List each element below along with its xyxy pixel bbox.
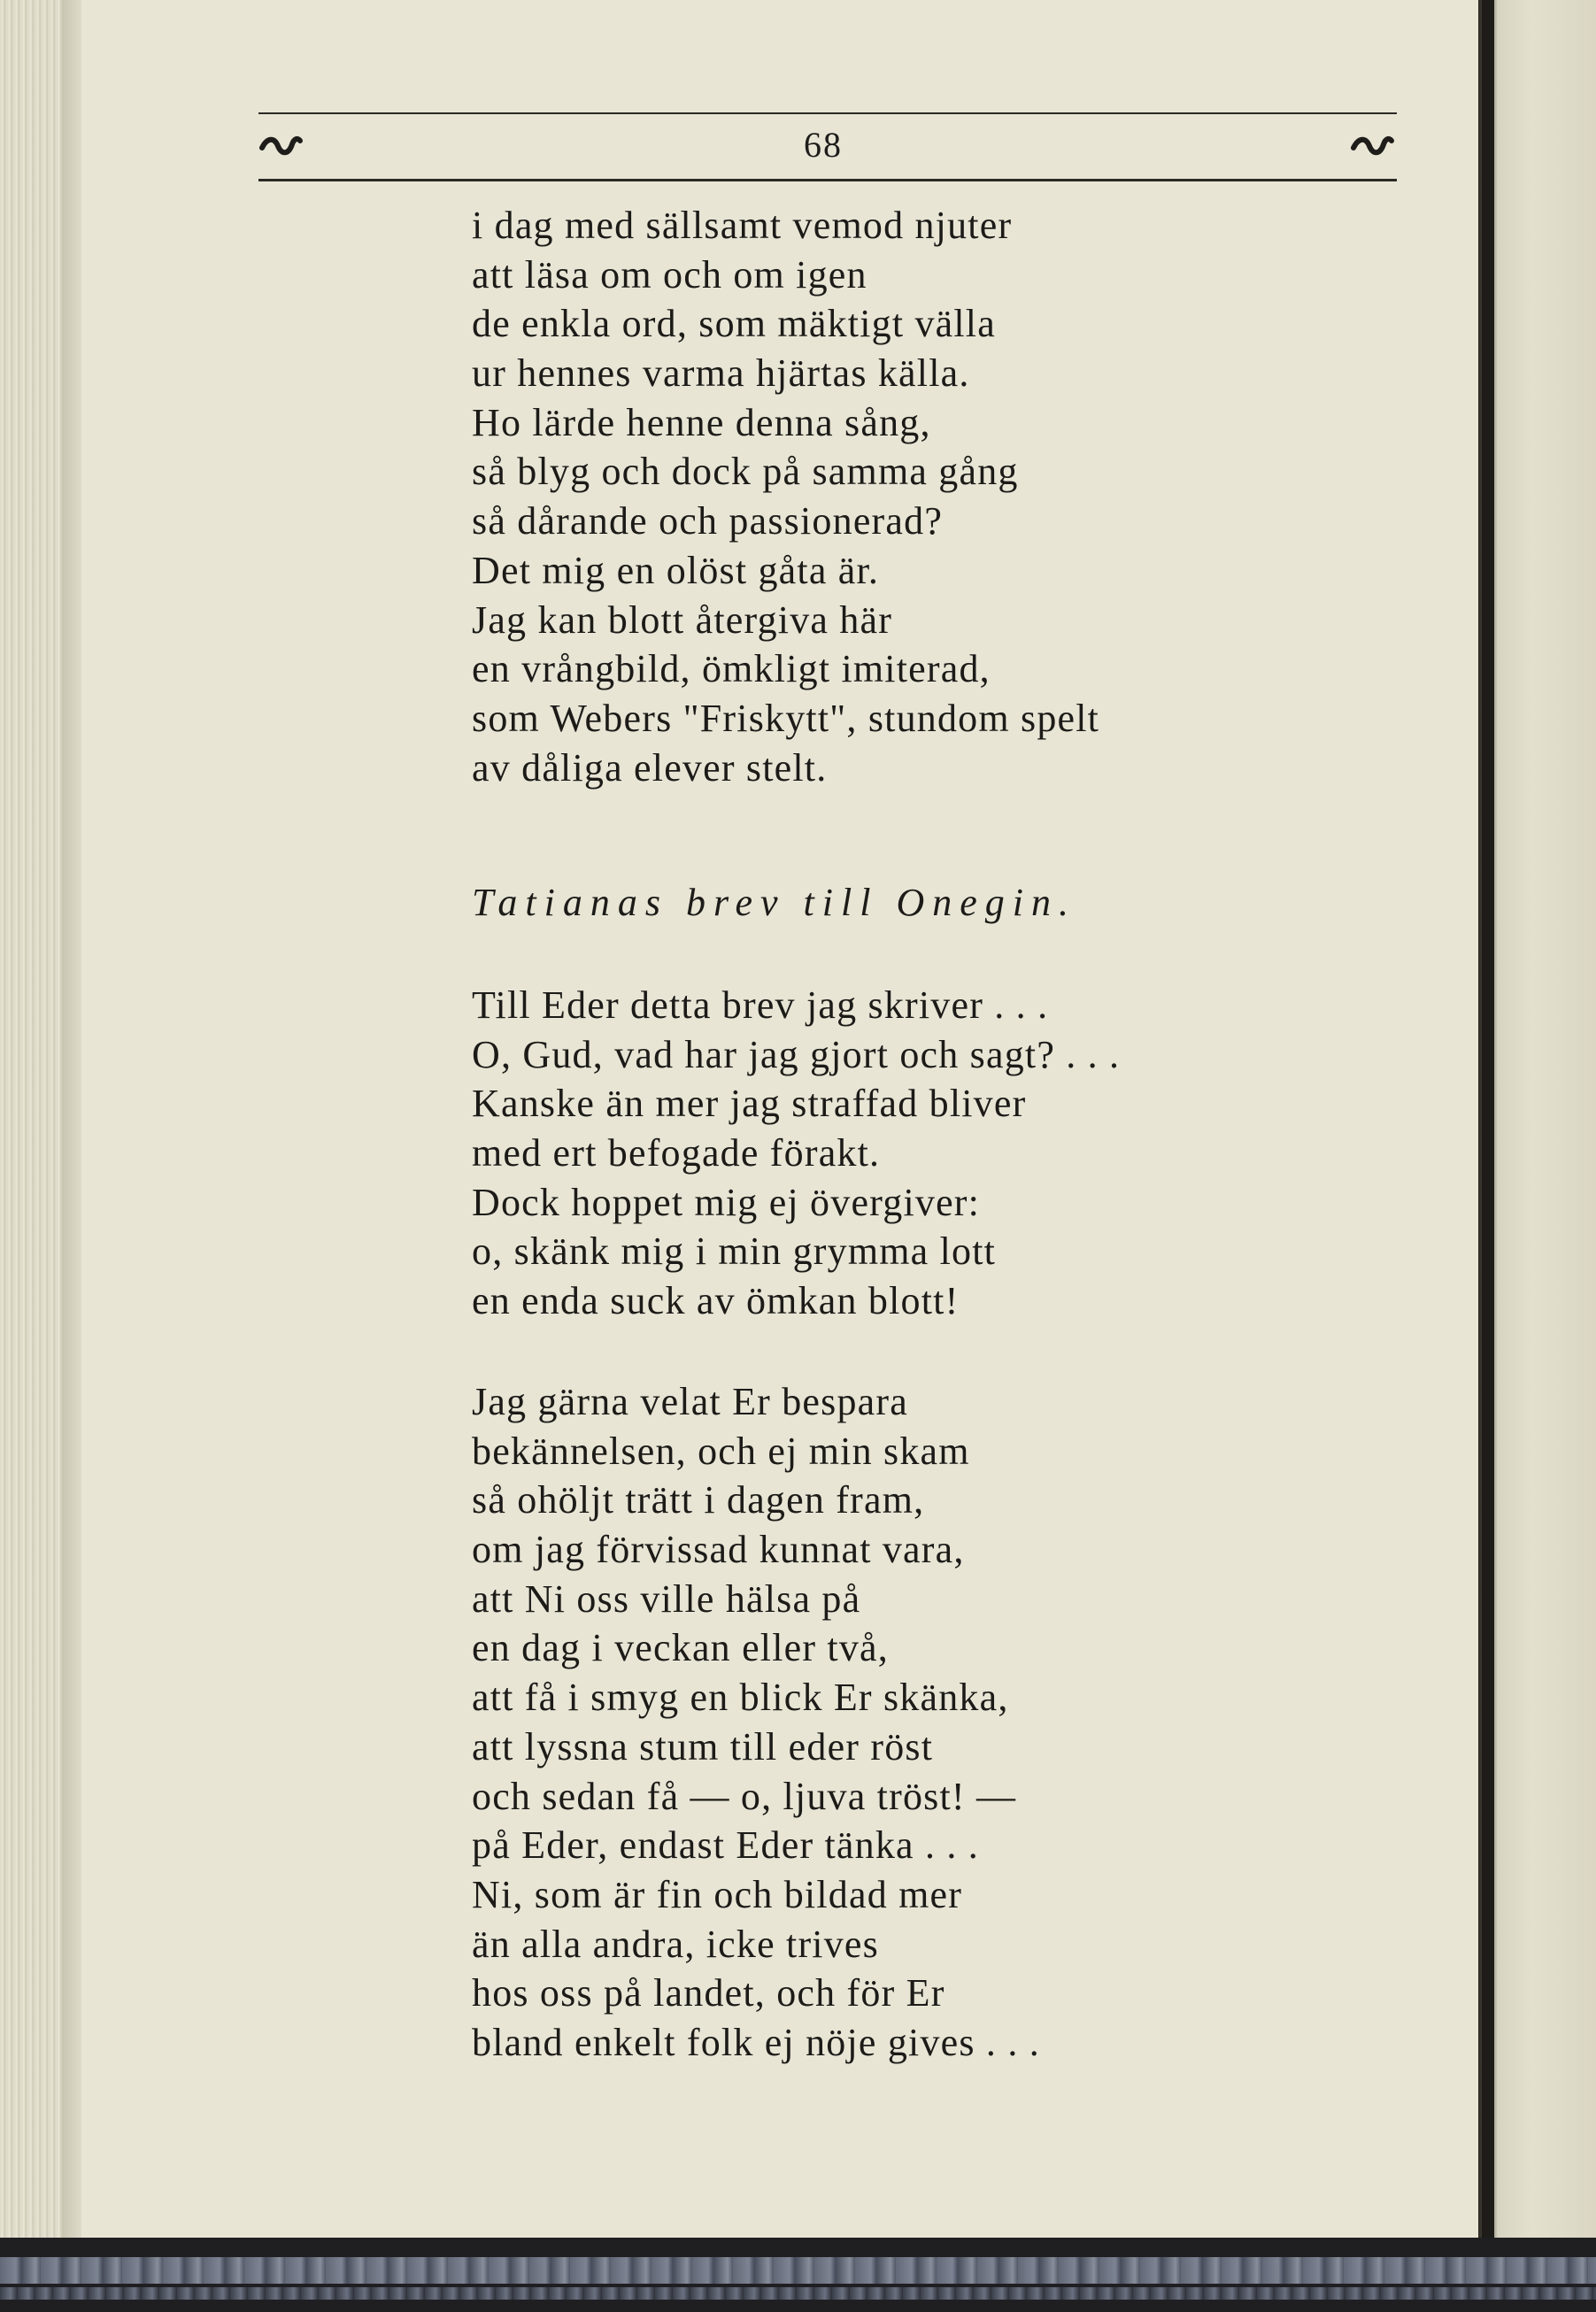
verse-line: Till Eder detta brev jag skriver . . . — [472, 983, 1049, 1027]
verse-line: om jag förvissad kunnat vara, — [472, 1528, 965, 1572]
verse-line: så ohöljt trätt i dagen fram, — [472, 1478, 925, 1522]
verse-line: att Ni oss ville hälsa på — [472, 1576, 861, 1621]
verse-line: ur hennes varma hjärtas källa. — [472, 351, 970, 396]
verse-line: att läsa om och om igen — [472, 252, 867, 297]
next-page-edge — [1478, 0, 1596, 2266]
verse-line: som Webers "Friskytt", stundom spelt — [472, 696, 1100, 740]
verse-line: på Eder, endast Eder tänka . . . — [472, 1823, 979, 1868]
section-heading: Tatianas brev till Onegin. — [472, 881, 1076, 924]
poem-stanza — [472, 201, 1099, 792]
swash-ornament-icon — [1350, 128, 1394, 158]
header-rule-bottom — [258, 179, 1397, 181]
verse-line: så dårande och passionerad? — [472, 499, 944, 543]
verse-line: bekännelsen, och ej min skam — [472, 1429, 970, 1473]
verse-line: Ho lärde henne denna sång, — [472, 400, 931, 444]
verse-line: att lyssna stum till eder röst — [472, 1724, 934, 1769]
page-block-edges — [0, 0, 69, 2248]
page-number: 68 — [804, 125, 843, 165]
scan-bottom-strip — [0, 2238, 1596, 2312]
verse-line: än alla andra, icke trives — [472, 1922, 879, 1966]
verse-line: Ni, som är fin och bildad mer — [472, 1872, 963, 1916]
verse-line: i dag med sällsamt vemod njuter — [472, 204, 1013, 247]
verse-line: hos oss på landet, och för Er — [472, 1971, 945, 2015]
poem-stanza — [472, 1377, 1040, 2068]
verse-line: Kanske än mer jag straffad bliver — [472, 1082, 1027, 1126]
swash-ornament-icon — [258, 128, 303, 158]
verse-line: så blyg och dock på samma gång — [472, 450, 1019, 494]
verse-line: O, Gud, vad har jag gjort och sagt? . . . — [472, 1032, 1121, 1076]
verse-line: av dåliga elever stelt. — [472, 745, 828, 790]
header-rule-top — [258, 112, 1397, 114]
verse-line: att få i smyg en blick Er skänka, — [472, 1676, 1009, 1720]
verse-line: de enkla ord, som mäktigt välla — [472, 302, 996, 346]
verse-line: Jag gärna velat Er bespara — [472, 1380, 908, 1423]
verse-line: en vrångbild, ömkligt imiterad, — [472, 647, 991, 691]
verse-line: en enda suck av ömkan blott! — [472, 1279, 960, 1323]
verse-line: Det mig en olöst gåta är. — [472, 548, 880, 592]
poem-stanza — [472, 981, 1120, 1326]
verse-line: Jag kan blott återgiva här — [472, 597, 893, 642]
verse-line: en dag i veckan eller två, — [472, 1626, 889, 1670]
verse-line: med ert befogade förakt. — [472, 1131, 881, 1175]
verse-line: Dock hoppet mig ej övergiver: — [472, 1180, 981, 1224]
verse-line: och sedan få — o, ljuva tröst! — — [472, 1774, 1017, 1818]
verse-line: o, skänk mig i min grymma lott — [472, 1229, 997, 1274]
verse-line: bland enkelt folk ej nöje gives . . . — [472, 2020, 1040, 2064]
